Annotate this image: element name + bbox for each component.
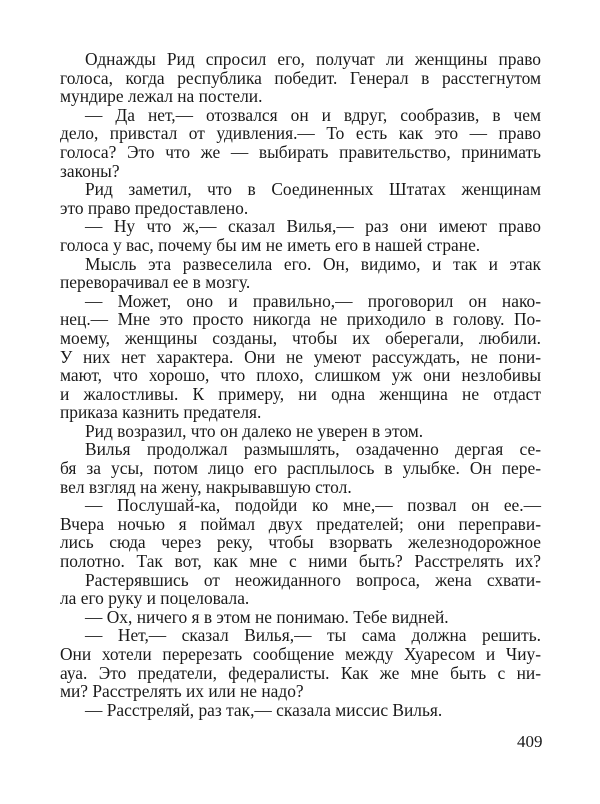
text-line: голоса, когда республика победит. Генерал в расстегнутом [60,67,541,88]
text-line: — Послушай-ка, подойди ко мне,— позвал он ее.— [85,495,541,516]
text-line: Растерявшись от неожиданного вопроса, жена схвати- [85,569,541,590]
text-line: Рид заметил, что в Соединенных Штатах женщинам [85,179,541,200]
text-line: ми? Расстрелять их или не надо? [60,681,304,702]
text-line: это право предоставлено. [60,197,249,218]
text-line: законы? [60,160,120,181]
text-line: и жалостливы. К примеру, ни одна женщина не отдаст [60,383,541,404]
text-line: — Может, оно и правильно,— проговорил он нако- [85,290,541,311]
text-line: голоса? Это что же — выбирать правительство, принимать [60,141,541,162]
text-line: Вилья продолжал размышлять, озадаченно дергая се- [85,439,541,460]
text-line: Мысль эта развеселила его. Он, видимо, и так и этак [85,253,541,274]
text-line: мундире лежал на постели. [60,86,263,107]
text-line: У них нет характера. Они не умеют рассуждать, не пони- [60,346,541,367]
text-line: Рид возразил, что он далеко не уверен в этом. [85,420,424,441]
text-line: — Расстреляй, раз так,— сказала миссис Вилья. [85,699,443,720]
text-line: нец.— Мне это просто никогда не приходило в голову. По- [60,309,541,330]
text-line: мают, что хорошо, что плохо, слишком уж они незлобивы [60,365,541,386]
text-line: Они хотели перерезать сообщение между Хуаресом и Чиу- [60,644,541,664]
text-line: — Ну что ж,— сказал Вилья,— раз они имеют право [85,216,541,237]
text-line: Вчера ночью я поймал двух предателей; они переправи- [60,513,541,534]
page-number: 409 [517,732,543,751]
text-line: голоса у вас, почему бы им не иметь его в нашей стране. [60,234,481,255]
text-line: бя за усы, потом лицо его расплылось в улыбке. Он пере- [60,458,541,479]
text-line: моему, женщины созданы, чтобы их оберегали, любили. [60,327,541,348]
text-line: переворачивал ее в мозгу. [60,272,251,293]
text-line: Однажды Рид спросил его, получат ли женщины право [85,49,541,69]
text-line: дело, привстал от удивления.— То есть как это — право [60,123,541,144]
book-page-text [60,50,541,719]
text-line: — Да нет,— отозвался он и вдруг, сообразив, в чем [85,104,541,125]
text-line: лись сюда через реку, чтобы взорвать железнодорожное [60,532,541,553]
text-line: — Нет,— сказал Вилья,— ты сама должна решить. [85,625,541,646]
text-line: приказа казнить предателя. [60,402,262,423]
text-line: ла его руку и поцеловала. [60,588,250,609]
text-line: ауа. Это предатели, федералисты. Как же мне быть с ни- [60,662,541,683]
text-line: вел взгляд на жену, накрывавшую стол. [60,476,352,497]
text-line: — Ох, ничего я в этом не понимаю. Тебе видней. [85,606,449,627]
text-line: полотно. Так вот, как мне с ними быть? Расстрелять их? [60,551,541,572]
